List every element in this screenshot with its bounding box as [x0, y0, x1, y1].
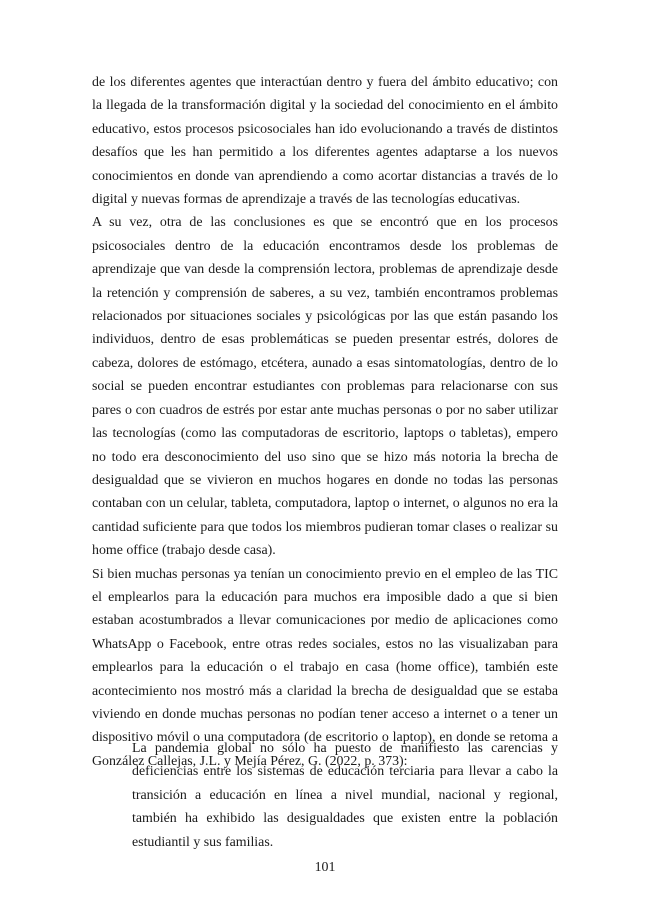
paragraph-2: A su vez, otra de las conclusiones es que se encontró que en los procesos psicosociales dentro de la educación encontramos desde los problemas de aprendizaje que van desde la comprensión lectora, problemas de aprendizaje desde la retención y comprensión de saberes, a su vez, también encontramos problemas relacionados por situaciones sociales y psicológicas por las que están pasando los individuos, dentro de esas problemáticas se pueden presentar estrés, dolores de cabeza, dolores de estómago, etcétera, aunado a esas sintomatologías, dentro de lo social se pueden encontrar estudiantes con problemas para relacionarse con sus pares o con cuadros de estrés por estar ante muchas personas o por no saber utilizar las tecnologías (como las computadoras de escritorio, laptops o tabletas), empero no todo era desconocimiento del uso sino que se hizo más notoria la brecha de desigualdad que se vivieron en muchos hogares en donde no todas las personas contaban con un celular, tableta, computadora, laptop o internet, o algunos no era la cantidad suficiente para que todos los miembros pudieran tomar clases o realizar su home office (trabajo desde casa). — [92, 215, 558, 559]
block-quote: La pandemia global no sólo ha puesto de manifiesto las carencias y deficiencias entre los sistemas de educación terciaria para llevar a cabo la transición a educación en línea a nivel mundial, nacional y regional, también ha exhibido las desigualdades que existen entre la población estudiantil y sus familias. — [132, 741, 558, 850]
page-number: 101 — [314, 860, 336, 875]
paragraph-3: Si bien muchas personas ya tenían un conocimiento previo en el empleo de las TIC el emplearlos para la educación para muchos era imposible dado a que si bien estaban acostumbrados a llevar comunicaciones por medio de aplicaciones como WhatsApp o Facebook, entre otras redes sociales, estos no las visualizaban para emplearlos para la educación o el trabajo en casa (home office), también este acontecimiento nos mostró más a claridad la brecha de desigualdad que se estaba viviendo en donde muchas personas no podían tener acceso a internet o a tener un dispositivo móvil o una computadora (de escritorio o laptop), en donde se retoma a González Callejas, J.L. y Mejía Pérez, G. (2022, p. 373): — [92, 566, 558, 769]
paragraph-1: de los diferentes agentes que interactúan dentro y fuera del ámbito educativo; con la llegada de la transformación digital y la sociedad del conocimiento en el ámbito educativo, estos procesos psicosociales han ido evolucionando a través de distintos desafíos que les han permitido a los diferentes agentes adaptarse a los nuevos conocimientos en donde van aprendiendo a como acortar distancias a través de lo digital y nuevas formas de aprendizaje a través de las tecnologías educativas. — [92, 75, 558, 208]
body-text — [92, 71, 558, 773]
